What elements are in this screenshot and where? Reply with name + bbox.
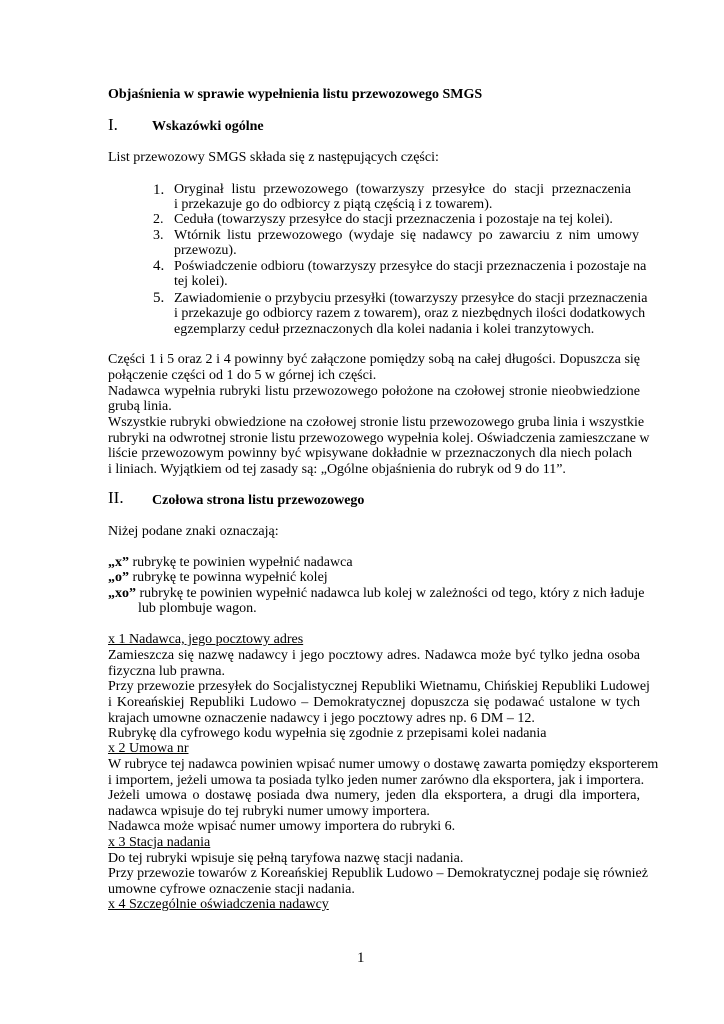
list-item-line: egzemplarzy ceduł przeznaczonych dla kolei nadania i kolei tranzytowych. xyxy=(174,322,595,337)
list-item-number: 3. xyxy=(153,228,164,243)
paragraph-line: liście przewozowym powinny być wpisywane dokładnie w przeznaczonych dla niech polach xyxy=(108,446,632,461)
mark-symbol: „x” xyxy=(108,555,129,570)
section-1-intro: List przewozowy SMGS składa się z następujących części: xyxy=(108,150,439,165)
section-2-intro: Niżej podane znaki oznaczają: xyxy=(108,524,279,539)
rubric-text-line: Zamieszcza się nazwę nadawcy i jego pocztowy adres. Nadawca może być tylko jedna osoba xyxy=(108,648,640,663)
section-2-heading: Czołowa strona listu przewozowego xyxy=(152,493,365,508)
rubric-text-line: krajach umowne oznaczenie nadawcy i jego pocztowy adres np. 6 DM – 12. xyxy=(108,711,535,726)
section-2-numeral: II. xyxy=(108,488,124,507)
rubric-text-line: Rubrykę dla cyfrowego kodu wypełnia się zgodnie z przepisami kolei nadania xyxy=(108,726,547,741)
page-number: 1 xyxy=(357,950,365,966)
mark-description: rubrykę te powinna wypełnić kolej xyxy=(129,570,328,585)
list-item-line: tej kolei). xyxy=(174,274,228,289)
rubric-text-line: W rubryce tej nadawca powinien wpisać numer umowy o dostawę zawarta pomiędzy eksporterem xyxy=(108,757,659,772)
document-title: Objaśnienia w sprawie wypełnienia listu przewozowego SMGS xyxy=(108,87,483,102)
section-1-numeral: I. xyxy=(108,115,118,134)
paragraph-line: Wszystkie rubryki obwiedzione na czołowej stronie listu przewozowego gruba linia i wszystkie xyxy=(108,415,645,430)
list-item-number: 1. xyxy=(153,182,165,198)
list-item-line: Wtórnik listu przewozowego (wydaje się nadawcy po zawarciu z nim umowy xyxy=(174,228,639,243)
rubric-text-line: Przy przewozie przesyłek do Socjalistycznej Republiki Wietnamu, Chińskiej Republiki Ludowej xyxy=(108,679,650,694)
mark-symbol: „o” xyxy=(108,570,129,585)
paragraph-line: i liniach. Wyjątkiem od tej zasady są: „Ogólne objaśnienia do rubryk od 9 do 11”. xyxy=(108,462,566,477)
rubric-heading-x4: x 4 Szczególnie oświadczenia nadawcy xyxy=(108,897,329,912)
rubric-text-line: i importem, jeżeli umowa ta posiada tylko jeden numer zarówno dla eksportera, jak i importera. xyxy=(108,773,645,788)
list-item-line: i przekazuje go do odbiorcy z piątą częścią i z towarem). xyxy=(174,197,493,212)
list-item-line: i przekazuje go odbiorcy razem z towarem), oraz z niezbędnych ilości dodatkowych xyxy=(174,306,646,321)
mark-legend-item xyxy=(108,586,645,602)
rubric-text-line: nadawca wpisuje do tej rubryki numer umowy importera. xyxy=(108,804,430,819)
list-item-number: 5. xyxy=(153,290,165,306)
paragraph-line: Części 1 i 5 oraz 2 i 4 powinny być załączone pomiędzy sobą na całej długości. Dopuszcza się xyxy=(108,352,640,367)
rubric-text-line: Do tej rubryki wpisuje się pełną taryfowa nazwę stacji nadania. xyxy=(108,851,464,866)
rubric-text-line: Przy przewozie towarów z Koreańskiej Republik Ludowo – Demokratycznej podaje się również xyxy=(108,866,648,881)
rubric-text-line: Nadawca może wpisać numer umowy importera do rubryki 6. xyxy=(108,819,456,834)
rubric-heading-x1: x 1 Nadawca, jego pocztowy adres xyxy=(108,632,304,647)
rubric-heading-x3: x 3 Stacja nadania xyxy=(108,835,211,850)
list-item-number: 2. xyxy=(153,212,164,227)
rubric-text-line: fizyczna lub prawna. xyxy=(108,664,225,679)
rubric-heading-x2: x 2 Umowa nr xyxy=(108,741,189,756)
mark-symbol: „xo” xyxy=(108,586,136,601)
mark-legend-continuation: lub plombuje wagon. xyxy=(138,601,257,616)
mark-legend-item xyxy=(108,555,353,571)
list-item-line: Poświadczenie odbioru (towarzyszy przesyłce do stacji przeznaczenia i pozostaje na xyxy=(174,259,647,274)
mark-description: rubrykę te powinien wypełnić nadawca xyxy=(129,555,353,570)
paragraph-line: rubryki na odwrotnej stronie listu przewozowego wypełnia kolej. Oświadczenia zamieszczane w xyxy=(108,431,650,446)
paragraph-line: grubą linia. xyxy=(108,399,172,414)
mark-description: rubrykę te powinien wypełnić nadawca lub kolej w zależności od tego, który z nich ładuje xyxy=(136,586,645,601)
list-item-line: Oryginał listu przewozowego (towarzyszy przesyłce do stacji przeznaczenia xyxy=(174,182,631,197)
list-item-line: Zawiadomienie o przybyciu przesyłki (towarzyszy przesyłce do stacji przeznaczenia xyxy=(174,291,648,306)
list-item-number: 4. xyxy=(153,258,165,274)
rubric-text-line: umowne cyfrowe oznaczenie stacji nadania. xyxy=(108,882,355,897)
list-item-line: Ceduła (towarzyszy przesyłce do stacji przeznaczenia i pozostaje na tej kolei). xyxy=(174,212,613,227)
paragraph-line: Nadawca wypełnia rubryki listu przewozowego położone na czołowej stronie nieobwiedzione xyxy=(108,384,640,399)
list-item-line: przewozu). xyxy=(174,243,237,258)
section-1-heading: Wskazówki ogólne xyxy=(152,119,264,134)
paragraph-line: połączenie części od 1 do 5 w górnej ich części. xyxy=(108,368,377,383)
mark-legend-item xyxy=(108,570,328,586)
rubric-text-line: Jeżeli umowa o dostawę posiada dwa numery, jeden dla eksportera, a drugi dla importera, xyxy=(108,788,640,803)
rubric-text-line: i Koreańskiej Republiki Ludowo – Demokratycznej dopuszcza się podawać ustalone w tych xyxy=(108,695,640,710)
